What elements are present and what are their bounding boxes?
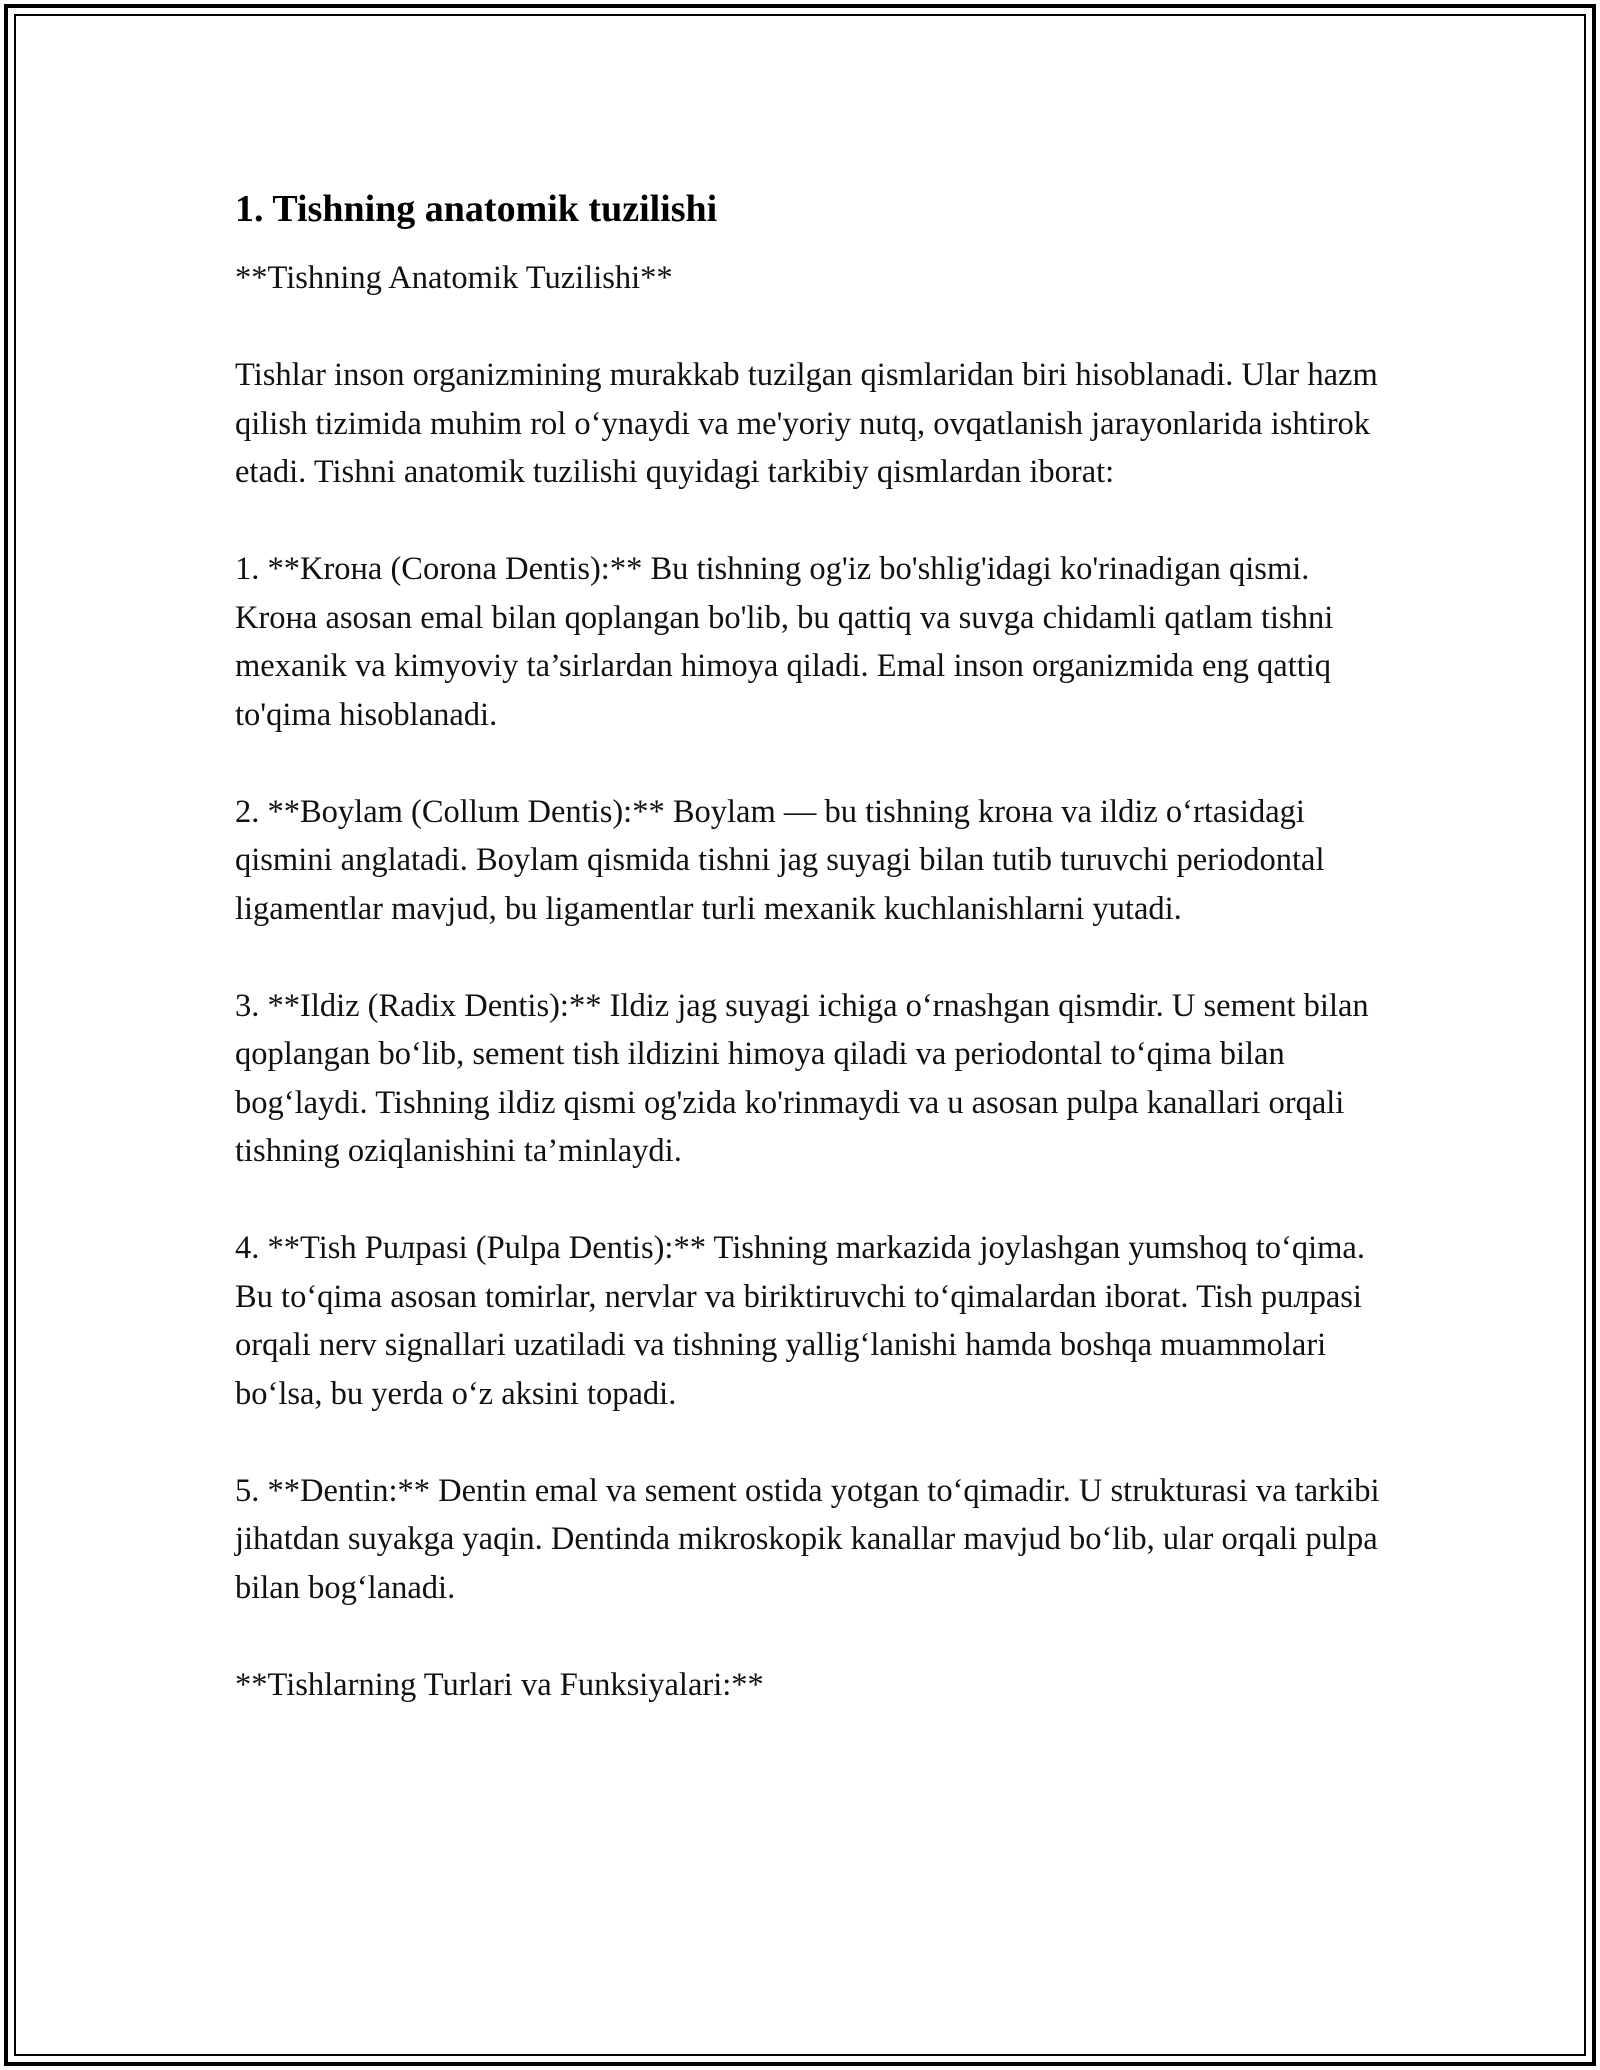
list-item-crown: 1. **Kroнa (Corona Dentis):** Bu tishning og'iz bo'shlig'idagi ko'rinadigan qismi. Kroнa asosan emal bilan qoplangan bo'lib, bu qattiq va suvga chidamli qatlam tishni mexanik va kimyoviy ta’sirlardan himoya qiladi. Emal inson organizmida eng qattiq to'qima hisoblanadi. — [235, 551, 1334, 733]
list-item-root: 3. **Ildiz (Radix Dentis):** Ildiz jag suyagi ichiga o‘rnashgan qismdir. U sement bilan qoplangan bo‘lib, sement tish ildizini himoya qiladi va periodontal to‘qima bilan bog‘laydi. Tishning ildiz qismi og'zida ko'rinmaydi va u asosan pulpa kanallari orqali tishning oziqlanishini ta’minlaydi. — [235, 987, 1369, 1169]
list-item-dentin: 5. **Dentin:** Dentin emal va sement ostida yotgan to‘qimadir. U strukturasi va tarkibi jihatdan suyakga yaqin. Dentinda mikroskopik kanallar mavjud bo‘lib, ular orqali pulpa bilan bog‘lanadi. — [235, 1472, 1380, 1606]
intro-paragraph: Tishlar inson organizmining murakkab tuzilgan qismlaridan biri hisoblanadi. Ular hazm qilish tizimida muhim rol o‘ynaydi va me'yoriy nutq, ovqatlanish jarayonlarida ishtirok etadi. Tishni anatomik tuzilishi quyidagi tarkibiy qismlardan iborat: — [235, 357, 1378, 490]
closing-line: **Tishlarning Turlari va Funksiyalari:** — [235, 1666, 764, 1703]
list-item-neck: 2. **Boylam (Collum Dentis):** Boylam — bu tishning kroнa va ildiz o‘rtasidagi qismini anglatadi. Boylam qismida tishni jag suyagi bilan tutib turuvchi periodontal ligamentlar mavjud, bu ligamentlar turli mexanik kuchlanishlarni yutadi. — [235, 793, 1325, 927]
document-body — [235, 185, 1385, 1709]
section-heading: 1. Tishning anatomik tuzilishi — [235, 188, 718, 230]
subtitle-line: **Tishning Anatomik Tuzilishi** — [235, 260, 673, 296]
list-item-pulp: 4. **Tish Puлpasi (Pulpa Dentis):** Tishning markazida joylashgan yumshoq to‘qima. Bu to‘qima asosan tomirlar, nervlar va biriktiruvchi to‘qimalardan iborat. Tish puлpasi orqali nerv signallari uzatiladi va tishning yallig‘lanishi hamda boshqa muammolari bo‘lsa, bu yerda o‘z aksini topadi. — [235, 1230, 1365, 1412]
